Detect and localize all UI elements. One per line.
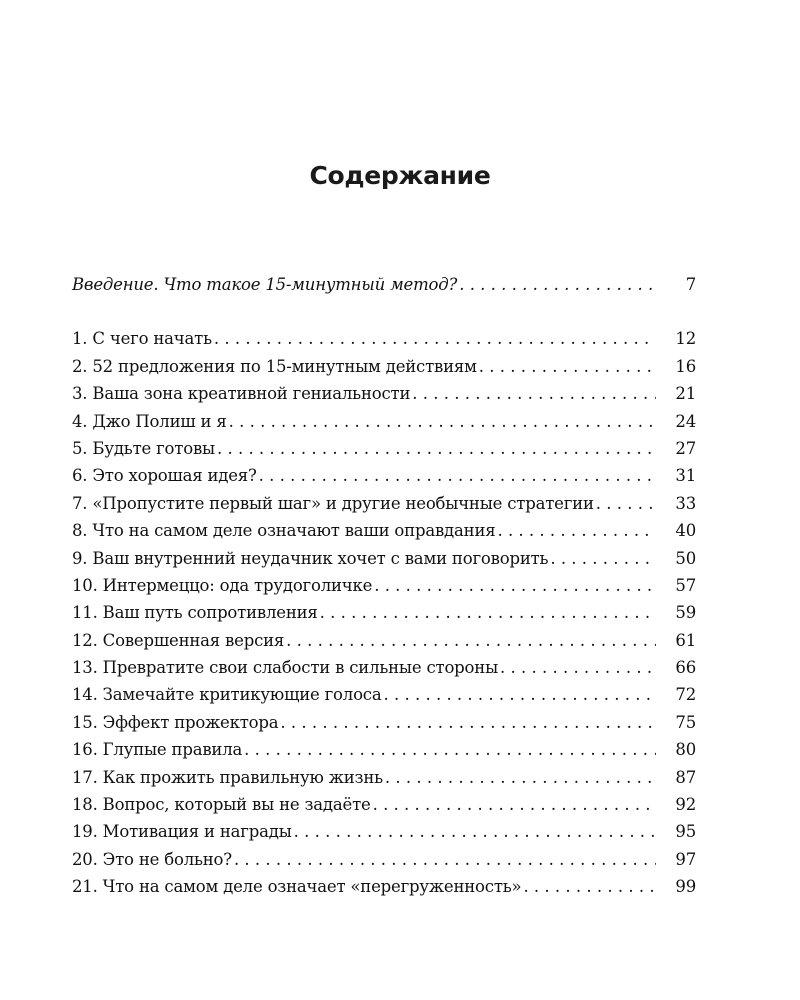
toc-entry — [72, 462, 696, 489]
toc-entry-page: 75 — [675, 712, 696, 732]
toc-leader-dots — [596, 490, 656, 517]
toc-entry — [72, 572, 696, 599]
toc-entry-page: 61 — [675, 630, 696, 650]
toc-leader-dots — [320, 599, 656, 626]
toc-entry-title: 11. Ваш путь сопротивления — [72, 603, 318, 623]
toc-entry-page: 12 — [675, 329, 696, 349]
toc-entry — [72, 353, 696, 380]
toc-entry-title: Введение. Что такое 15-минутный метод? — [72, 275, 458, 294]
toc-entry — [72, 818, 696, 845]
toc-entry-title: 12. Совершенная версия — [72, 630, 285, 650]
toc-entry — [72, 681, 696, 708]
toc-entry-title: 15. Эффект прожектора — [72, 712, 279, 732]
toc-entry — [72, 325, 696, 352]
toc-entry-title: 16. Глупые правила — [72, 740, 243, 760]
toc-entry-page: 97 — [675, 849, 696, 869]
toc-entry — [72, 380, 696, 407]
toc-entry-title: 4. Джо Полиш и я — [72, 411, 227, 431]
toc-entry-page: 57 — [675, 575, 696, 595]
toc-entry-page: 99 — [675, 877, 696, 897]
toc-leader-dots — [523, 873, 656, 900]
toc-entry-page: 72 — [675, 685, 696, 705]
toc-entry-intro — [72, 271, 696, 298]
toc-entry-title: 7. «Пропустите первый шаг» и другие необычные стратегии — [72, 493, 594, 513]
toc-entry-page: 7 — [685, 275, 696, 294]
toc-entry-page: 24 — [675, 411, 696, 431]
toc-entry-page: 50 — [675, 548, 696, 568]
toc-entry-page: 95 — [675, 822, 696, 842]
toc-leader-dots — [373, 791, 656, 818]
toc-entry — [72, 435, 696, 462]
toc-entry-title: 6. Это хорошая идея? — [72, 466, 257, 486]
toc-entry — [72, 408, 696, 435]
toc-leader-dots — [412, 380, 656, 407]
toc-leader-dots — [500, 654, 656, 681]
toc-entry-title: 18. Вопрос, который вы не задаёте — [72, 795, 371, 815]
toc-entry-title: 21. Что на самом деле означает «перегруженность» — [72, 877, 522, 897]
toc-entry — [72, 873, 696, 900]
toc-entry-page: 59 — [675, 603, 696, 623]
toc-leader-dots — [385, 764, 656, 791]
toc-leader-dots — [479, 353, 656, 380]
toc-leader-dots — [286, 627, 656, 654]
toc-entry-title: 5. Будьте готовы — [72, 438, 215, 458]
toc-entry-title: 14. Замечайте критикующие голоса — [72, 685, 382, 705]
toc-entry-page: 27 — [675, 438, 696, 458]
toc-leader-dots — [497, 517, 656, 544]
toc-entry-title: 17. Как прожить правильную жизнь — [72, 767, 383, 787]
toc-entry-title: 1. С чего начать — [72, 329, 212, 349]
toc-leader-dots — [280, 709, 656, 736]
toc-entry — [72, 517, 696, 544]
toc-leader-dots — [259, 462, 656, 489]
toc-entry — [72, 490, 696, 517]
toc-entry-page: 21 — [675, 384, 696, 404]
toc-leader-dots — [214, 325, 656, 352]
toc-entry-page: 87 — [675, 767, 696, 787]
toc-entry — [72, 736, 696, 763]
toc-leader-dots — [459, 271, 656, 298]
toc-leader-dots — [384, 681, 657, 708]
table-of-contents — [72, 271, 696, 901]
toc-entry — [72, 627, 696, 654]
toc-entry-title: 9. Ваш внутренний неудачник хочет с вами поговорить — [72, 548, 549, 568]
toc-entry-title: 20. Это не больно? — [72, 849, 232, 869]
toc-entry-page: 16 — [675, 356, 696, 376]
toc-entry — [72, 654, 696, 681]
toc-entry — [72, 846, 696, 873]
toc-leader-dots — [244, 736, 656, 763]
toc-entry-page: 66 — [675, 658, 696, 678]
toc-leader-dots — [550, 545, 656, 572]
toc-entry — [72, 764, 696, 791]
toc-leader-dots — [294, 818, 656, 845]
toc-entry-title: 13. Превратите свои слабости в сильные стороны — [72, 658, 499, 678]
page-title: Содержание — [309, 161, 491, 190]
toc-entry-title: 2. 52 предложения по 15-минутным действиям — [72, 356, 477, 376]
toc-entry-title: 3. Ваша зона креативной гениальности — [72, 384, 411, 404]
toc-entry-page: 31 — [675, 466, 696, 486]
toc-leader-dots — [229, 408, 656, 435]
toc-entry-page: 33 — [675, 493, 696, 513]
toc-leader-dots — [374, 572, 656, 599]
toc-entry-title: 8. Что на самом деле означают ваши оправдания — [72, 521, 496, 541]
toc-entry-page: 80 — [675, 740, 696, 760]
toc-entry-page: 92 — [675, 795, 696, 815]
toc-leader-dots — [217, 435, 656, 462]
toc-entry — [72, 545, 696, 572]
toc-entry-title: 19. Мотивация и награды — [72, 822, 292, 842]
toc-entry-page: 40 — [675, 521, 696, 541]
toc-entry — [72, 709, 696, 736]
toc-entry-title: 10. Интермеццо: ода трудоголичке — [72, 575, 373, 595]
toc-leader-dots — [234, 846, 656, 873]
toc-entry — [72, 599, 696, 626]
toc-entry — [72, 791, 696, 818]
